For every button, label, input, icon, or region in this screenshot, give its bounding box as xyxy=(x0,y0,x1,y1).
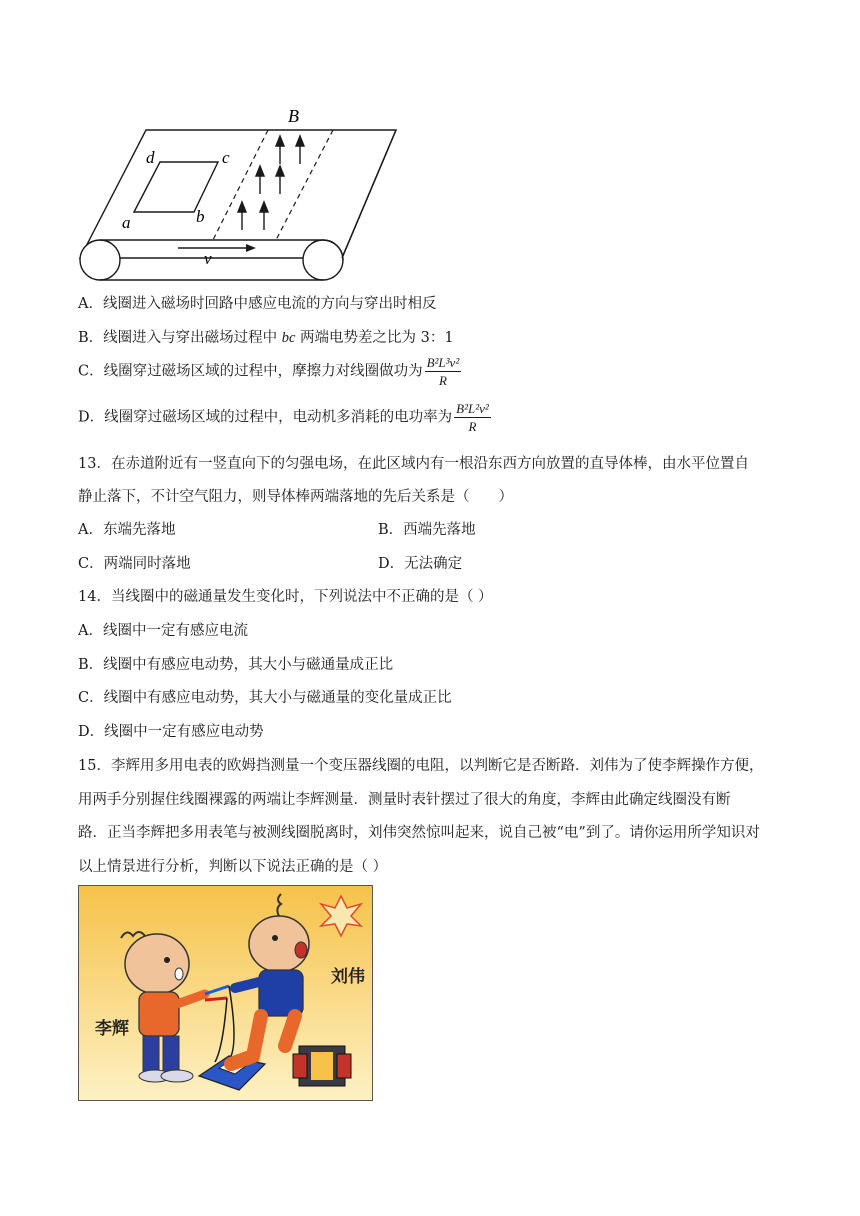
label-v: v xyxy=(204,249,212,268)
q15-stem-line2: 用两手分别握住线圈裸露的两端让李辉测量．测量时表针摆过了很大的角度，李辉由此确定线圈没有断 xyxy=(78,792,731,808)
q12-option-b-var: bc xyxy=(281,330,296,346)
q12-option-b-post: 两端电势差之比为 3：1 xyxy=(295,330,454,346)
left-roller xyxy=(80,240,120,280)
label-a: a xyxy=(122,213,131,232)
q15-stem-line1: 15．李辉用多用电表的欧姆挡测量一个变压器线圈的电阻，以判断它是否断路．刘伟为了使李辉操作方便， xyxy=(78,758,764,774)
q12-option-b xyxy=(78,326,454,347)
q13-option-b: B．西端先落地 xyxy=(378,522,476,538)
label-d: d xyxy=(146,148,155,167)
q12-option-c-pre: C．线圈穿过磁场区域的过程中，摩擦力对线圈做功为 xyxy=(78,363,423,380)
field-arrows xyxy=(238,136,304,230)
cartoon-label-li-hui: 李辉 xyxy=(95,1019,129,1038)
belt-surface xyxy=(80,130,396,258)
q12-option-c-fraction xyxy=(425,354,462,389)
q13-option-a: A．东端先落地 xyxy=(78,522,176,538)
q15-stem-line3: 路．正当李辉把多用表笔与被测线圈脱离时，刘伟突然惊叫起来，说自己被“电”到了。请你运用所学知识对 xyxy=(78,825,760,841)
q13-stem-line1: 13．在赤道附近有一竖直向下的匀强电场，在此区域内有一根沿东西方向放置的直导体棒，由水平位置自 xyxy=(78,456,749,472)
label-b: b xyxy=(196,207,205,226)
q12-option-d-fraction xyxy=(454,400,491,435)
coil-abcd xyxy=(134,162,218,212)
q12-option-b-pre: B．线圈进入与穿出磁场过程中 xyxy=(78,330,282,346)
q12-option-d xyxy=(78,400,491,435)
q12-option-d-denominator: R xyxy=(468,419,477,434)
q14-stem: 14．当线圈中的磁通量发生变化时，下列说法中不正确的是（ ） xyxy=(78,589,493,605)
q13-stem-line2: 静止落下，不计空气阻力，则导体棒两端落地的先后关系是（ ） xyxy=(78,489,513,505)
cartoon-label-liu-wei: 刘伟 xyxy=(331,967,365,986)
q12-option-a: A．线圈进入磁场时回路中感应电流的方向与穿出时相反 xyxy=(78,296,437,312)
q12-option-c-denominator: R xyxy=(438,373,447,388)
conveyor-belt-diagram xyxy=(78,100,408,285)
q12-option-d-numerator: B²L²v² xyxy=(456,401,489,416)
q12-option-c xyxy=(78,354,461,389)
cartoon-illustration xyxy=(78,885,373,1101)
q13-option-c: C．两端同时落地 xyxy=(78,556,191,572)
q14-option-b: B．线圈中有感应电动势，其大小与磁通量成正比 xyxy=(78,657,394,673)
label-B: B xyxy=(288,106,299,126)
q14-option-a: A．线圈中一定有感应电流 xyxy=(78,623,248,639)
q15-stem-line4: 以上情景进行分析，判断以下说法正确的是（ ） xyxy=(78,859,388,875)
q13-option-d: D．无法确定 xyxy=(378,556,463,572)
label-c: c xyxy=(222,148,230,167)
q14-option-d: D．线圈中一定有感应电动势 xyxy=(78,724,264,740)
q12-option-c-numerator: B²L³v² xyxy=(426,355,460,370)
q14-option-c: C．线圈中有感应电动势，其大小与磁通量的变化量成正比 xyxy=(78,690,452,706)
transformer xyxy=(293,1046,351,1086)
q12-option-d-pre: D．线圈穿过磁场区域的过程中，电动机多消耗的电功率为 xyxy=(78,409,453,426)
